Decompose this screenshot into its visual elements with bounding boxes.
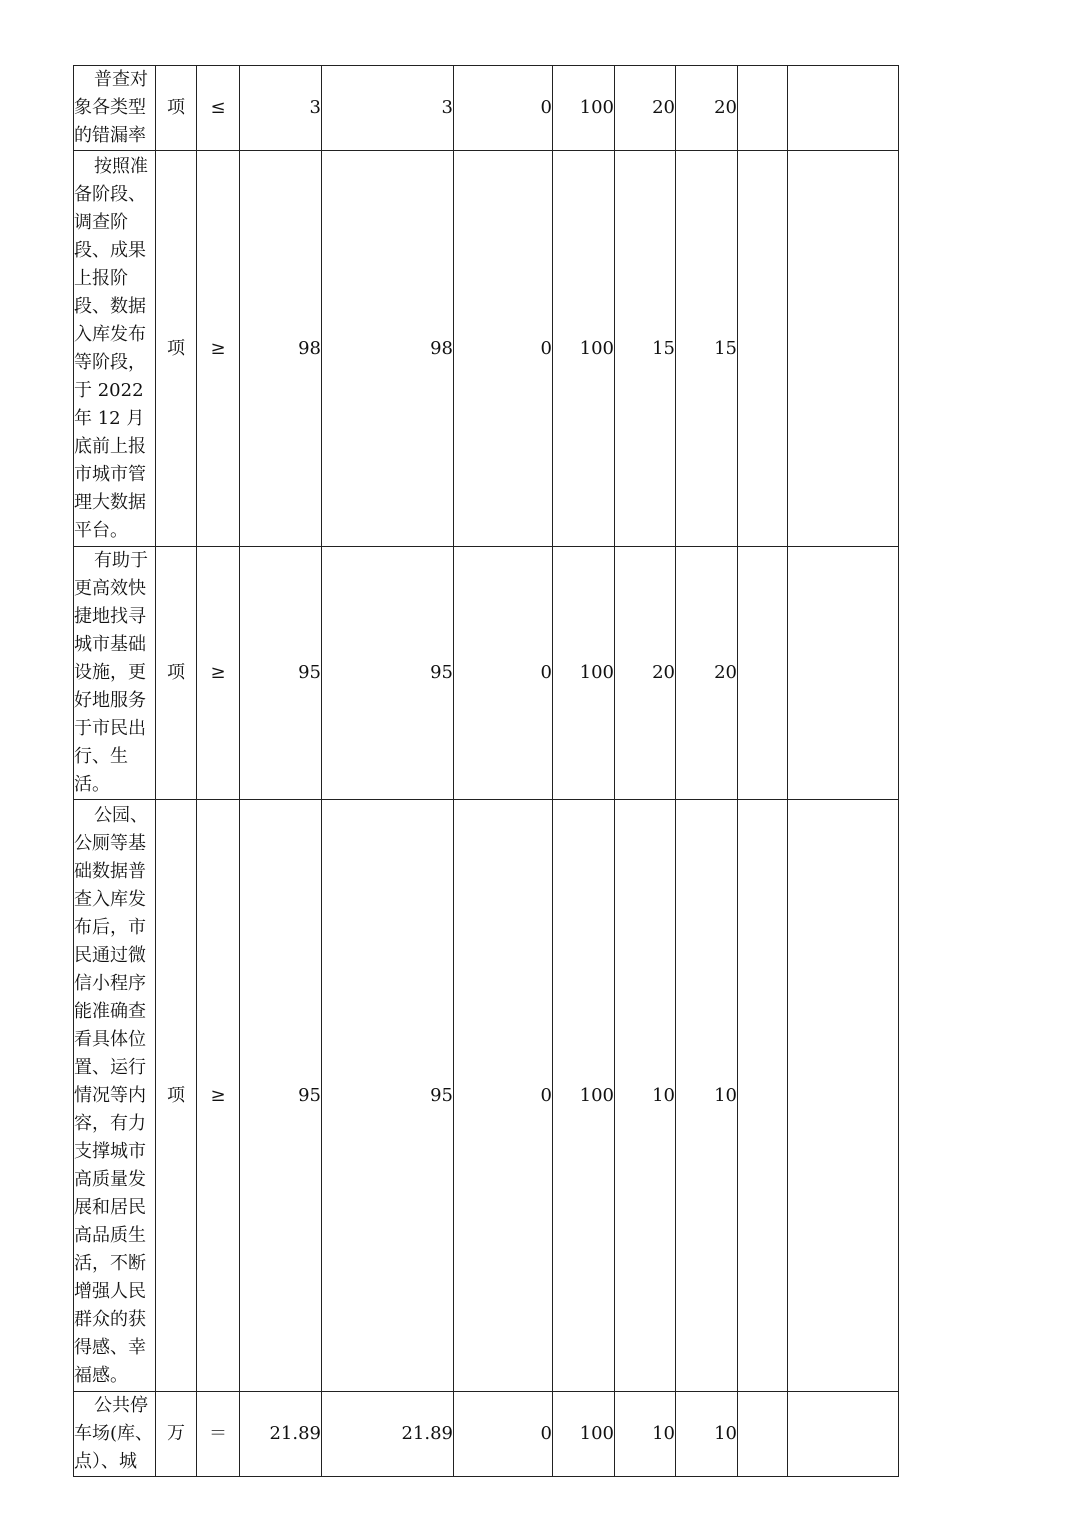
score-cell: 20 [676,66,738,151]
weight-cell: 15 [615,151,676,547]
unit-cell: 万 [156,1392,197,1477]
completion-rate-cell: 100 [553,800,615,1392]
extra-cell [738,151,788,547]
completion-rate-cell: 100 [553,151,615,547]
remark-cell [788,151,899,547]
table-row [74,547,899,800]
actual-value-cell: 95 [322,800,454,1392]
deviation-cell: 0 [454,151,553,547]
table-row [74,151,899,547]
indicator-description: 普查对象各类型的错漏率 [74,66,156,151]
deviation-cell: 0 [454,800,553,1392]
extra-cell [738,66,788,151]
deviation-cell: 0 [454,547,553,800]
target-value-cell: 21.89 [240,1392,322,1477]
table-row [74,1392,899,1477]
remark-cell [788,1392,899,1477]
actual-value-cell: 21.89 [322,1392,454,1477]
score-cell: 10 [676,1392,738,1477]
unit-cell: 项 [156,151,197,547]
indicator-description: 有助于更高效快捷地找寻城市基础设施，更好地服务于市民出行、生活。 [74,547,156,800]
operator-cell: ≥ [197,800,240,1392]
remark-cell [788,547,899,800]
weight-cell: 20 [615,547,676,800]
operator-cell: ＝ [197,1392,240,1477]
extra-cell [738,1392,788,1477]
operator-cell: ≤ [197,66,240,151]
target-value-cell: 98 [240,151,322,547]
indicator-description: 公共停车场(库、点）、城 [74,1392,156,1477]
actual-value-cell: 95 [322,547,454,800]
weight-cell: 10 [615,800,676,1392]
completion-rate-cell: 100 [553,66,615,151]
weight-cell: 10 [615,1392,676,1477]
unit-cell: 项 [156,66,197,151]
deviation-cell: 0 [454,66,553,151]
target-value-cell: 3 [240,66,322,151]
score-cell: 20 [676,547,738,800]
remark-cell [788,800,899,1392]
actual-value-cell: 98 [322,151,454,547]
table-row [74,66,899,151]
performance-table [73,65,899,1477]
unit-cell: 项 [156,800,197,1392]
deviation-cell: 0 [454,1392,553,1477]
target-value-cell: 95 [240,800,322,1392]
extra-cell [738,547,788,800]
actual-value-cell: 3 [322,66,454,151]
score-cell: 15 [676,151,738,547]
completion-rate-cell: 100 [553,1392,615,1477]
remark-cell [788,66,899,151]
operator-cell: ≥ [197,547,240,800]
target-value-cell: 95 [240,547,322,800]
extra-cell [738,800,788,1392]
score-cell: 10 [676,800,738,1392]
indicator-description: 公园、公厕等基础数据普查入库发布后，市民通过微信小程序能准确查看具体位置、运行情况等内容，有力支撑城市高质量发展和居民高品质生活，不断增强人民群众的获得感、幸福感。 [74,800,156,1392]
weight-cell: 20 [615,66,676,151]
operator-cell: ≥ [197,151,240,547]
completion-rate-cell: 100 [553,547,615,800]
indicator-description: 按照准备阶段、调查阶段、成果上报阶段、数据入库发布等阶段，于 2022 年 12 月底前上报市城市管理大数据平台。 [74,151,156,547]
unit-cell: 项 [156,547,197,800]
table-row [74,800,899,1392]
